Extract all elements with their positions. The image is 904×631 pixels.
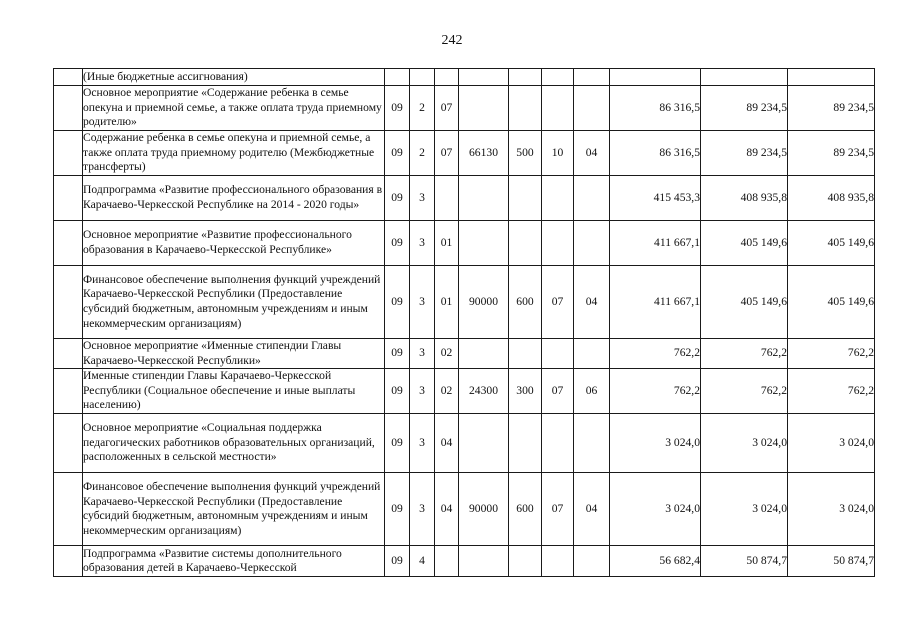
activity-code: 04 xyxy=(435,414,459,473)
amount-year-3: 405 149,6 xyxy=(788,266,875,339)
subprogram-code: 3 xyxy=(410,266,435,339)
amount-year-2: 89 234,5 xyxy=(701,86,788,131)
budget-table xyxy=(53,68,875,577)
division-code: 10 xyxy=(542,131,574,176)
amount-year-1: 86 316,5 xyxy=(610,86,701,131)
direction-code xyxy=(459,86,509,131)
subdivision-code xyxy=(574,69,610,86)
division-code xyxy=(542,546,574,577)
amount-year-1: 762,2 xyxy=(610,339,701,369)
subdivision-code: 04 xyxy=(574,131,610,176)
amount-year-1: 3 024,0 xyxy=(610,414,701,473)
direction-code xyxy=(459,546,509,577)
left-margin-cell xyxy=(54,473,83,546)
direction-code xyxy=(459,69,509,86)
table-row xyxy=(54,473,875,546)
amount-year-3: 3 024,0 xyxy=(788,473,875,546)
amount-year-2: 3 024,0 xyxy=(701,473,788,546)
expense-type-code xyxy=(509,221,542,266)
row-name: Основное мероприятие «Содержание ребенка в семье опекуна и приемной семье, а также оплата труда приемному родителю» xyxy=(83,86,385,131)
expense-type-code xyxy=(509,176,542,221)
subprogram-code: 4 xyxy=(410,546,435,577)
row-name: Основное мероприятие «Именные стипендии Главы Карачаево-Черкесской Республики» xyxy=(83,339,385,369)
table-row xyxy=(54,339,875,369)
division-code xyxy=(542,176,574,221)
expense-type-code xyxy=(509,69,542,86)
activity-code: 07 xyxy=(435,86,459,131)
amount-year-2: 405 149,6 xyxy=(701,266,788,339)
row-name: (Иные бюджетные ассигнования) xyxy=(83,69,385,86)
row-name: Финансовое обеспечение выполнения функций учреждений Карачаево-Черкесской Республики (Предоставление субсидий бюджетным, автономным учреждениям и иным некоммерческим организациям) xyxy=(83,473,385,546)
row-name: Основное мероприятие «Социальная поддержка педагогических работников образовательных организаций, расположенных в сельской местности» xyxy=(83,414,385,473)
amount-year-1: 411 667,1 xyxy=(610,221,701,266)
amount-year-2: 3 024,0 xyxy=(701,414,788,473)
subprogram-code: 3 xyxy=(410,221,435,266)
section-code: 09 xyxy=(385,546,410,577)
division-code xyxy=(542,414,574,473)
amount-year-3: 50 874,7 xyxy=(788,546,875,577)
amount-year-3: 408 935,8 xyxy=(788,176,875,221)
direction-code xyxy=(459,414,509,473)
direction-code xyxy=(459,221,509,266)
table-row xyxy=(54,266,875,339)
direction-code xyxy=(459,176,509,221)
subdivision-code xyxy=(574,176,610,221)
subprogram-code: 3 xyxy=(410,414,435,473)
subprogram-code: 3 xyxy=(410,369,435,414)
amount-year-3: 762,2 xyxy=(788,369,875,414)
left-margin-cell xyxy=(54,69,83,86)
section-code: 09 xyxy=(385,266,410,339)
subdivision-code xyxy=(574,86,610,131)
amount-year-2: 762,2 xyxy=(701,369,788,414)
expense-type-code xyxy=(509,546,542,577)
amount-year-2: 89 234,5 xyxy=(701,131,788,176)
amount-year-1: 3 024,0 xyxy=(610,473,701,546)
amount-year-2: 405 149,6 xyxy=(701,221,788,266)
subdivision-code xyxy=(574,221,610,266)
table-row xyxy=(54,176,875,221)
table-row xyxy=(54,131,875,176)
amount-year-3: 3 024,0 xyxy=(788,414,875,473)
section-code: 09 xyxy=(385,176,410,221)
row-name: Именные стипендии Главы Карачаево-Черкесской Республики (Социальное обеспечение и иные выплаты населению) xyxy=(83,369,385,414)
amount-year-2: 762,2 xyxy=(701,339,788,369)
amount-year-3: 89 234,5 xyxy=(788,86,875,131)
amount-year-3 xyxy=(788,69,875,86)
left-margin-cell xyxy=(54,131,83,176)
subdivision-code: 04 xyxy=(574,473,610,546)
section-code: 09 xyxy=(385,473,410,546)
row-name: Содержание ребенка в семье опекуна и приемной семье, а также оплата труда приемному родителю (Межбюджетные трансферты) xyxy=(83,131,385,176)
direction-code: 90000 xyxy=(459,266,509,339)
expense-type-code xyxy=(509,86,542,131)
row-name: Финансовое обеспечение выполнения функций учреждений Карачаево-Черкесской Республики (Предоставление субсидий бюджетным, автономным учреждениям и иным некоммерческим организациям) xyxy=(83,266,385,339)
subprogram-code: 3 xyxy=(410,339,435,369)
amount-year-1: 762,2 xyxy=(610,369,701,414)
section-code: 09 xyxy=(385,414,410,473)
direction-code: 24300 xyxy=(459,369,509,414)
subprogram-code: 3 xyxy=(410,473,435,546)
amount-year-2: 408 935,8 xyxy=(701,176,788,221)
subdivision-code xyxy=(574,546,610,577)
amount-year-1 xyxy=(610,69,701,86)
activity-code: 02 xyxy=(435,369,459,414)
left-margin-cell xyxy=(54,176,83,221)
direction-code: 66130 xyxy=(459,131,509,176)
section-code: 09 xyxy=(385,339,410,369)
activity-code xyxy=(435,176,459,221)
left-margin-cell xyxy=(54,339,83,369)
expense-type-code xyxy=(509,414,542,473)
activity-code xyxy=(435,546,459,577)
table-row xyxy=(54,369,875,414)
section-code: 09 xyxy=(385,86,410,131)
table-row xyxy=(54,221,875,266)
activity-code: 01 xyxy=(435,221,459,266)
subprogram-code: 3 xyxy=(410,176,435,221)
section-code: 09 xyxy=(385,221,410,266)
section-code xyxy=(385,69,410,86)
left-margin-cell xyxy=(54,546,83,577)
left-margin-cell xyxy=(54,221,83,266)
left-margin-cell xyxy=(54,414,83,473)
direction-code xyxy=(459,339,509,369)
division-code xyxy=(542,69,574,86)
amount-year-2 xyxy=(701,69,788,86)
table-row xyxy=(54,414,875,473)
expense-type-code: 600 xyxy=(509,266,542,339)
amount-year-1: 86 316,5 xyxy=(610,131,701,176)
row-name: Основное мероприятие «Развитие профессионального образования в Карачаево-Черкесской Республике» xyxy=(83,221,385,266)
left-margin-cell xyxy=(54,86,83,131)
expense-type-code: 300 xyxy=(509,369,542,414)
division-code: 07 xyxy=(542,266,574,339)
activity-code: 02 xyxy=(435,339,459,369)
table-row xyxy=(54,86,875,131)
expense-type-code xyxy=(509,339,542,369)
expense-type-code: 600 xyxy=(509,473,542,546)
activity-code: 04 xyxy=(435,473,459,546)
division-code: 07 xyxy=(542,473,574,546)
subdivision-code: 04 xyxy=(574,266,610,339)
activity-code: 01 xyxy=(435,266,459,339)
section-code: 09 xyxy=(385,131,410,176)
subprogram-code xyxy=(410,69,435,86)
left-margin-cell xyxy=(54,266,83,339)
subdivision-code xyxy=(574,339,610,369)
activity-code xyxy=(435,69,459,86)
expense-type-code: 500 xyxy=(509,131,542,176)
table-row xyxy=(54,546,875,577)
amount-year-2: 50 874,7 xyxy=(701,546,788,577)
page-number: 242 xyxy=(441,33,463,48)
amount-year-1: 411 667,1 xyxy=(610,266,701,339)
division-code xyxy=(542,339,574,369)
left-margin-cell xyxy=(54,369,83,414)
activity-code: 07 xyxy=(435,131,459,176)
subprogram-code: 2 xyxy=(410,131,435,176)
amount-year-1: 415 453,3 xyxy=(610,176,701,221)
amount-year-3: 405 149,6 xyxy=(788,221,875,266)
subdivision-code xyxy=(574,414,610,473)
row-name: Подпрограмма «Развитие системы дополнительного образования детей в Карачаево-Черкесской xyxy=(83,546,385,577)
amount-year-1: 56 682,4 xyxy=(610,546,701,577)
section-code: 09 xyxy=(385,369,410,414)
table-row xyxy=(54,69,875,86)
division-code xyxy=(542,221,574,266)
division-code: 07 xyxy=(542,369,574,414)
division-code xyxy=(542,86,574,131)
row-name: Подпрограмма «Развитие профессионального образования в Карачаево-Черкесской Республике на 2014 - 2020 годы» xyxy=(83,176,385,221)
amount-year-3: 762,2 xyxy=(788,339,875,369)
subdivision-code: 06 xyxy=(574,369,610,414)
subprogram-code: 2 xyxy=(410,86,435,131)
amount-year-3: 89 234,5 xyxy=(788,131,875,176)
direction-code: 90000 xyxy=(459,473,509,546)
